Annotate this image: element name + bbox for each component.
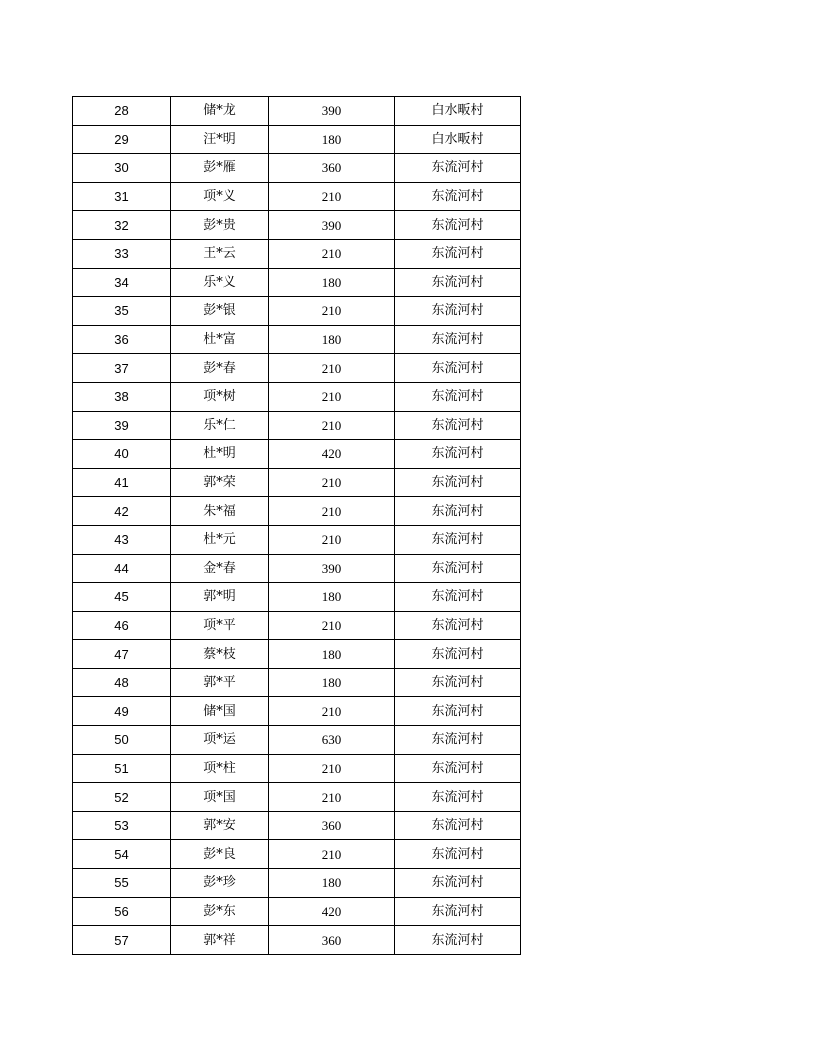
amount-cell: 180 [269, 268, 395, 297]
row-number-cell: 41 [73, 468, 171, 497]
table-row [73, 554, 521, 583]
row-number-cell: 51 [73, 754, 171, 783]
amount-cell: 180 [269, 640, 395, 669]
amount-cell: 360 [269, 154, 395, 183]
village-cell: 东流河村 [395, 697, 521, 726]
person-name-cell: 储*国 [171, 697, 269, 726]
village-cell: 东流河村 [395, 783, 521, 812]
row-number-cell: 37 [73, 354, 171, 383]
village-cell: 东流河村 [395, 668, 521, 697]
village-cell: 东流河村 [395, 811, 521, 840]
amount-cell: 180 [269, 869, 395, 898]
amount-cell: 180 [269, 668, 395, 697]
amount-cell: 210 [269, 297, 395, 326]
amount-cell: 210 [269, 497, 395, 526]
row-number-cell: 35 [73, 297, 171, 326]
table-row [73, 182, 521, 211]
amount-cell: 210 [269, 382, 395, 411]
table-row [73, 211, 521, 240]
row-number-cell: 32 [73, 211, 171, 240]
amount-cell: 210 [269, 468, 395, 497]
amount-cell: 210 [269, 697, 395, 726]
table-row [73, 154, 521, 183]
person-name-cell: 金*春 [171, 554, 269, 583]
amount-cell: 630 [269, 726, 395, 755]
table-row [73, 440, 521, 469]
person-name-cell: 杜*富 [171, 325, 269, 354]
person-name-cell: 蔡*枝 [171, 640, 269, 669]
table-row [73, 325, 521, 354]
village-cell: 东流河村 [395, 525, 521, 554]
amount-cell: 210 [269, 611, 395, 640]
village-cell: 东流河村 [395, 497, 521, 526]
table-row [73, 239, 521, 268]
row-number-cell: 44 [73, 554, 171, 583]
person-name-cell: 彭*银 [171, 297, 269, 326]
village-cell: 东流河村 [395, 440, 521, 469]
village-cell: 东流河村 [395, 468, 521, 497]
amount-cell: 360 [269, 811, 395, 840]
village-cell: 东流河村 [395, 869, 521, 898]
village-cell: 东流河村 [395, 840, 521, 869]
row-number-cell: 42 [73, 497, 171, 526]
amount-cell: 390 [269, 97, 395, 126]
table-row [73, 726, 521, 755]
amount-cell: 210 [269, 411, 395, 440]
person-name-cell: 彭*珍 [171, 869, 269, 898]
amount-cell: 210 [269, 840, 395, 869]
row-number-cell: 38 [73, 382, 171, 411]
table-row [73, 97, 521, 126]
row-number-cell: 48 [73, 668, 171, 697]
roster-table-body [73, 97, 521, 955]
row-number-cell: 30 [73, 154, 171, 183]
table-row [73, 354, 521, 383]
person-name-cell: 杜*明 [171, 440, 269, 469]
table-row [73, 468, 521, 497]
village-cell: 东流河村 [395, 211, 521, 240]
person-name-cell: 项*运 [171, 726, 269, 755]
row-number-cell: 43 [73, 525, 171, 554]
row-number-cell: 29 [73, 125, 171, 154]
village-cell: 白水畈村 [395, 125, 521, 154]
amount-cell: 210 [269, 783, 395, 812]
table-row [73, 611, 521, 640]
person-name-cell: 彭*东 [171, 897, 269, 926]
table-row [73, 497, 521, 526]
amount-cell: 420 [269, 440, 395, 469]
table-row [73, 668, 521, 697]
table-row [73, 783, 521, 812]
table-row [73, 754, 521, 783]
village-cell: 东流河村 [395, 297, 521, 326]
table-row [73, 926, 521, 955]
row-number-cell: 36 [73, 325, 171, 354]
village-cell: 东流河村 [395, 554, 521, 583]
village-cell: 东流河村 [395, 382, 521, 411]
village-cell: 东流河村 [395, 726, 521, 755]
roster-table [72, 96, 521, 955]
row-number-cell: 33 [73, 239, 171, 268]
amount-cell: 390 [269, 554, 395, 583]
village-cell: 东流河村 [395, 239, 521, 268]
row-number-cell: 54 [73, 840, 171, 869]
village-cell: 东流河村 [395, 411, 521, 440]
person-name-cell: 项*柱 [171, 754, 269, 783]
row-number-cell: 45 [73, 583, 171, 612]
amount-cell: 210 [269, 754, 395, 783]
row-number-cell: 49 [73, 697, 171, 726]
village-cell: 东流河村 [395, 640, 521, 669]
person-name-cell: 乐*仁 [171, 411, 269, 440]
village-cell: 东流河村 [395, 154, 521, 183]
table-row [73, 382, 521, 411]
amount-cell: 420 [269, 897, 395, 926]
row-number-cell: 52 [73, 783, 171, 812]
village-cell: 东流河村 [395, 897, 521, 926]
row-number-cell: 55 [73, 869, 171, 898]
amount-cell: 210 [269, 239, 395, 268]
village-cell: 东流河村 [395, 754, 521, 783]
table-row [73, 411, 521, 440]
table-row [73, 697, 521, 726]
row-number-cell: 31 [73, 182, 171, 211]
person-name-cell: 彭*雁 [171, 154, 269, 183]
person-name-cell: 郭*明 [171, 583, 269, 612]
table-row [73, 125, 521, 154]
amount-cell: 180 [269, 125, 395, 154]
row-number-cell: 47 [73, 640, 171, 669]
amount-cell: 210 [269, 525, 395, 554]
person-name-cell: 杜*元 [171, 525, 269, 554]
row-number-cell: 34 [73, 268, 171, 297]
amount-cell: 180 [269, 325, 395, 354]
table-row [73, 840, 521, 869]
table-row [73, 811, 521, 840]
table-row [73, 640, 521, 669]
village-cell: 东流河村 [395, 611, 521, 640]
row-number-cell: 57 [73, 926, 171, 955]
row-number-cell: 46 [73, 611, 171, 640]
table-row [73, 583, 521, 612]
person-name-cell: 汪*明 [171, 125, 269, 154]
amount-cell: 360 [269, 926, 395, 955]
person-name-cell: 彭*良 [171, 840, 269, 869]
amount-cell: 210 [269, 182, 395, 211]
person-name-cell: 项*平 [171, 611, 269, 640]
amount-cell: 390 [269, 211, 395, 240]
person-name-cell: 朱*福 [171, 497, 269, 526]
table-row [73, 297, 521, 326]
village-cell: 东流河村 [395, 354, 521, 383]
row-number-cell: 50 [73, 726, 171, 755]
amount-cell: 210 [269, 354, 395, 383]
table-row [73, 268, 521, 297]
row-number-cell: 40 [73, 440, 171, 469]
person-name-cell: 郭*平 [171, 668, 269, 697]
village-cell: 东流河村 [395, 926, 521, 955]
person-name-cell: 郭*祥 [171, 926, 269, 955]
village-cell: 东流河村 [395, 583, 521, 612]
person-name-cell: 储*龙 [171, 97, 269, 126]
person-name-cell: 彭*春 [171, 354, 269, 383]
village-cell: 东流河村 [395, 182, 521, 211]
person-name-cell: 郭*荣 [171, 468, 269, 497]
row-number-cell: 39 [73, 411, 171, 440]
row-number-cell: 56 [73, 897, 171, 926]
person-name-cell: 项*国 [171, 783, 269, 812]
village-cell: 东流河村 [395, 268, 521, 297]
person-name-cell: 项*义 [171, 182, 269, 211]
person-name-cell: 王*云 [171, 239, 269, 268]
person-name-cell: 项*树 [171, 382, 269, 411]
row-number-cell: 28 [73, 97, 171, 126]
amount-cell: 180 [269, 583, 395, 612]
person-name-cell: 郭*安 [171, 811, 269, 840]
table-row [73, 897, 521, 926]
person-name-cell: 彭*贵 [171, 211, 269, 240]
table-row [73, 525, 521, 554]
table-row [73, 869, 521, 898]
row-number-cell: 53 [73, 811, 171, 840]
village-cell: 东流河村 [395, 325, 521, 354]
village-cell: 白水畈村 [395, 97, 521, 126]
person-name-cell: 乐*义 [171, 268, 269, 297]
